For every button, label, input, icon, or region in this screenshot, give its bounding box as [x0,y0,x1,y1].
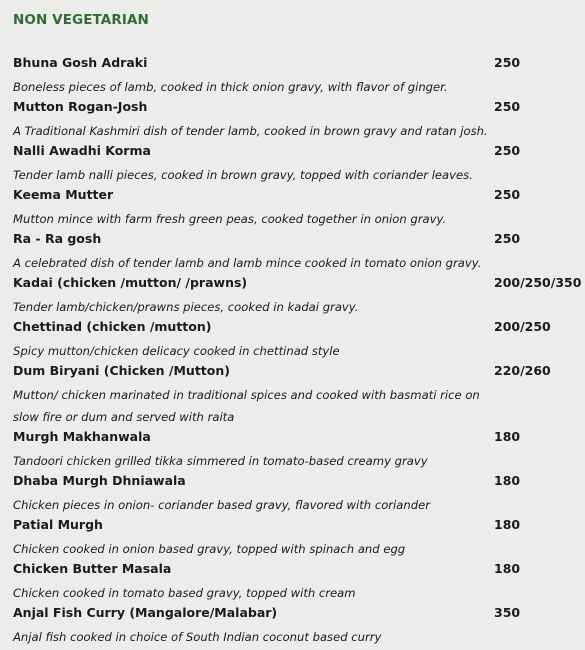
item-price: 180 [494,473,521,488]
item-name: Keema Mutter [13,187,114,202]
menu-item [13,604,585,648]
item-price: 350 [494,605,521,620]
item-price: 250 [494,99,521,114]
item-description: Mutton mince with farm fresh green peas, cooked together in onion gravy. [13,212,447,226]
menu-item [13,142,585,186]
item-description: A Traditional Kashmiri dish of tender lamb, cooked in brown gravy and ratan josh. [13,124,488,138]
menu-item [13,186,585,230]
item-description: Chicken pieces in onion- coriander based gravy, flavored with coriander [13,498,430,512]
item-description: Spicy mutton/chicken delicacy cooked in chettinad style [13,344,340,358]
item-description: Chicken cooked in tomato based gravy, topped with cream [13,586,356,600]
menu-item [13,560,585,604]
item-price: 200/250/350 [494,275,582,290]
item-name: Chicken Butter Masala [13,561,172,576]
item-name: Bhuna Gosh Adraki [13,55,148,70]
item-name: Dhaba Murgh Dhniawala [13,473,186,488]
item-name: Murgh Makhanwala [13,429,151,444]
item-description: Anjal fish cooked in choice of South Indian coconut based curry [13,630,382,644]
item-description: Mutton/ chicken marinated in traditional spices and cooked with basmati rice on slow fire or dum and served with raita [13,388,480,424]
item-price: 180 [494,429,521,444]
menu-item [13,274,585,318]
menu-item [13,98,585,142]
item-price: 180 [494,561,521,576]
item-price: 250 [494,187,521,202]
menu-item [13,516,585,560]
item-name: Ra - Ra gosh [13,231,102,246]
menu-item [13,230,585,274]
menu-list [13,54,585,648]
section-title: NON VEGETARIAN [13,12,149,28]
menu-item [13,318,585,362]
item-price: 250 [494,55,521,70]
item-price: 180 [494,517,521,532]
item-price: 250 [494,231,521,246]
item-name: Anjal Fish Curry (Mangalore/Malabar) [13,605,278,620]
item-price: 250 [494,143,521,158]
item-name: Kadai (chicken /mutton/ /prawns) [13,275,248,290]
item-description: Tender lamb/chicken/prawns pieces, cooked in kadai gravy. [13,300,359,314]
item-price: 220/260 [494,363,551,378]
item-name: Dum Biryani (Chicken /Mutton) [13,363,230,378]
menu-item [13,428,585,472]
item-name: Nalli Awadhi Korma [13,143,151,158]
item-name: Chettinad (chicken /mutton) [13,319,212,334]
item-name: Mutton Rogan-Josh [13,99,148,114]
item-name: Patial Murgh [13,517,103,532]
item-description: A celebrated dish of tender lamb and lamb mince cooked in tomato onion gravy. [13,256,482,270]
menu-item [13,54,585,98]
menu-item [13,362,585,428]
item-description: Tandoori chicken grilled tikka simmered in tomato-based creamy gravy [13,454,428,468]
menu-item [13,472,585,516]
item-description: Chicken cooked in onion based gravy, topped with spinach and egg [13,542,406,556]
item-price: 200/250 [494,319,551,334]
item-description: Boneless pieces of lamb, cooked in thick onion gravy, with flavor of ginger. [13,80,448,94]
item-description: Tender lamb nalli pieces, cooked in brown gravy, topped with coriander leaves. [13,168,473,182]
